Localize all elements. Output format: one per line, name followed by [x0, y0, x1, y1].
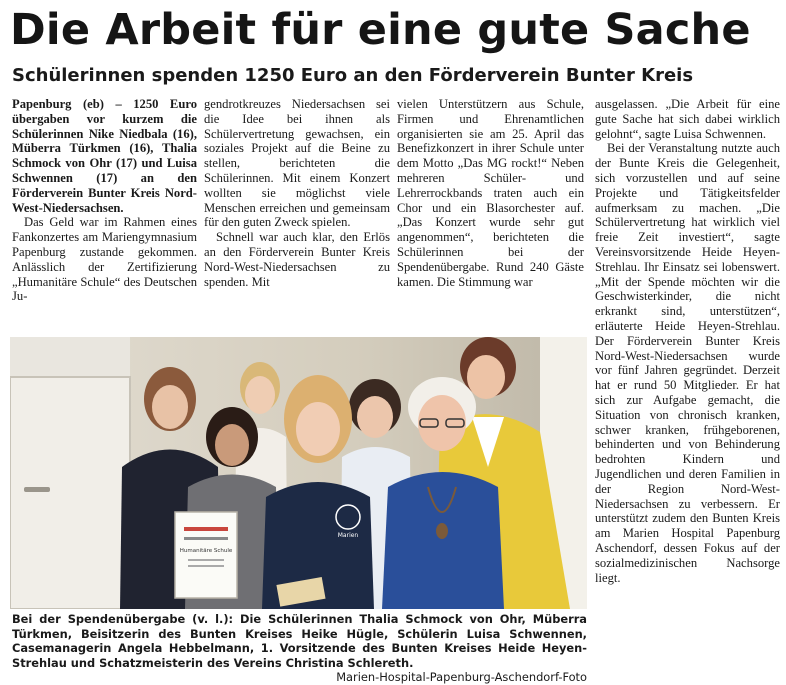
article-paragraph: Bei der Veranstaltung nutzte auch der Bunte Kreis die Gelegenheit, sich vorzustellen und auf seine Projekte und Tätigkeitsfelder aufmerksam zu machen. „Die Schülervertretung hat wirklich viel freie Zeit investiert“, sagte Vereinsvorsitzende Heide Heyen-Strehlau. Ihr Einsatz sei lobenswert. „Mit der Spende möchten wir die Geschwisterkinder, die nicht erkrankt sind, unterstützen“, erläuterte Heide Heyen-Strehlau. Der Förderverein Bunter Kreis Nord-West-Niedersachsen wurde vor fünf Jahren gegründet. Derzeit hat er rund 50 Mitglieder. Er hat sich zur Aufgabe gemacht, die Situation von chronisch kranken, schwer kranken, frühgeborenen, behinderten und von Behinderung bedrohten Kindern und Jugendlichen und deren Familien in der Region Nord-West-Niedersachsen zu verbessern. Er unterstützt zudem den Bunten Kreis am Marien Hospital Papenburg Aschendorf, dessen Fokus auf der sozialmedizinischen Nachsorge liegt. [595, 141, 780, 585]
article-column-1 [12, 97, 197, 304]
article-lead: Papenburg (eb) – 1250 Euro übergaben vor kurzem die Schülerinnen Nike Niedbala (16), Müberra Türkmen (16), Thalia Schmock von Ohr (17) und Luisa Schwennen (17) an den Förderverein Bunter Kreis Nord-West-Niedersachsen. [12, 97, 197, 215]
photo-caption [12, 612, 587, 685]
group-photo [10, 337, 587, 609]
article-column-2 [204, 97, 390, 289]
article-paragraph: Schnell war auch klar, den Erlös an den Förderverein Bunter Kreis Nord-West-Niedersachsen zu spenden. Mit [204, 230, 390, 289]
article-column-3 [397, 97, 584, 289]
headline: Die Arbeit für eine gute Sache [10, 5, 751, 55]
article-paragraph: gendrotkreuzes Niedersachsen sei die Idee bei ihnen als Schülervertretung gewachsen, ein soziales Projekt auf die Beine zu stellen, berichteten die Schülerinnen. Mit einem Konzert wollten sie möglichst viele Menschen erreichen und gemeinsam für den guten Zweck spielen. [204, 97, 390, 230]
photo-illustration [10, 337, 587, 609]
caption-text: Bei der Spendenübergabe (v. l.): Die Schülerinnen Thalia Schmock von Ohr, Müberra Türkmen, Beisitzerin des Bunten Kreises Heike Hügle, Schülerin Luisa Schwennen, Casemanagerin Angela Hebbelmann, 1. Vorsitzende des Bunten Kreises Heide Heyen-Strehlau und Schatzmeisterin des Vereins Christina Schlereth. [12, 612, 587, 670]
shirt-text: Marien [337, 532, 359, 539]
article-paragraph: vielen Unterstützern aus Schule, Firmen und Ehrenamtlichen organisierten sie am 25. April das Benefizkonzert in ihrer Schule unter dem Motto „Das MG rockt!“ Neben mehreren Schüler- und Lehrerrockbands traten auch ein Chor und ein Blasorchester auf. „Das Konzert wurde sehr gut angenommen“, berichteten die Schülerinnen bei der Spendenübergabe. Rund 240 Gäste kamen. Die Stimmung war [397, 97, 584, 289]
article-column-4 [595, 97, 780, 585]
article-paragraph: ausgelassen. „Die Arbeit für eine gute Sache hat sich dabei wirklich gelohnt“, sagte Luisa Schwennen. [595, 97, 780, 141]
photo-credit: Marien-Hospital-Papenburg-Aschendorf-Foto [336, 670, 587, 685]
article-paragraph: Das Geld war im Rahmen eines Fankonzertes am Mariengymnasium Papenburg zustande gekommen. Anlässlich der Zertifizierung „Humanitäre Schule“ des Deutschen Ju- [12, 215, 197, 304]
certificate-text: Humanitäre Schule [179, 548, 233, 554]
subheadline: Schülerinnen spenden 1250 Euro an den Förderverein Bunter Kreis [12, 65, 694, 86]
